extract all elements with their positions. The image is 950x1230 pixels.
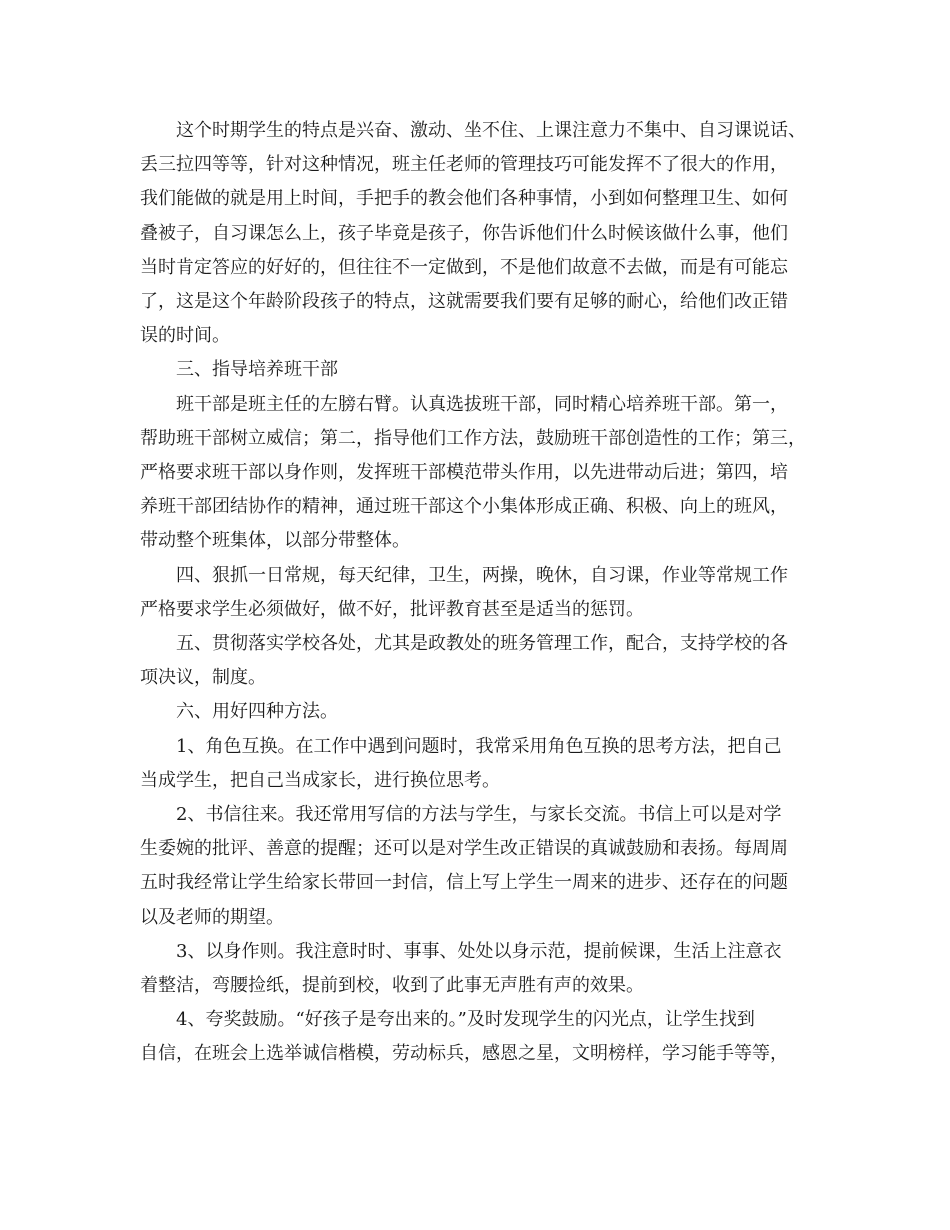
paragraph: 五、贯彻落实学校各处，尤其是政教处的班务管理工作，配合，支持学校的各 项决议，制度。 [140,633,788,689]
paragraph: 这个时期学生的特点是兴奋、激动、坐不住、上课注意力不集中、自习课说话、 丢三拉四等等，针对这种情况，班主任老师的管理技巧可能发挥不了很大的作用， 我们能做的就是用上时间，手把手的教会他们各种事情，小到如何整理卫生、如何 叠被子，自习课怎么上，孩子毕竟是孩子，你告诉他们什么时候该做什么事，他们 当时肯定答应的好好的，但往往不一定做到，不是他们故意不去做，而是有可能忘 了，这是这个年龄阶段孩子的特点，这就需要我们要有足够的耐心，给他们改正错 误的时间。 [140,120,806,347]
paragraph: 4、夸奖鼓励。“好孩子是夸出来的。”及时发现学生的闪光点，让学生找到 自信，在班会上选举诚信楷模，劳动标兵，感恩之星，文明榜样，学习能手等等， [140,1009,788,1065]
section-heading: 三、指导培养班干部 [176,359,338,381]
section-heading: 六、用好四种方法。 [176,701,338,723]
paragraph: 班干部是班主任的左膀右臂。认真选拔班干部，同时精心培养班干部。第一， 帮助班干部树立威信；第二，指导他们工作方法，鼓励班干部创造性的工作；第三， 严格要求班干部以身作则，发挥班干部模范带头作用，以先进带动后进；第四，培 养班干部团结协作的精神，通过班干部这个小集体形成正确、积极、向上的班风， 带动整个班集体，以部分带整体。 [140,393,806,552]
paragraph: 1、角色互换。在工作中遇到问题时，我常采用角色互换的思考方法，把自己 当成学生，把自己当成家长，进行换位思考。 [140,735,782,791]
document-page [140,114,828,1072]
paragraph: 3、以身作则。我注意时时、事事、处处以身示范，提前候课，生活上注意衣 着整洁，弯腰捡纸，提前到校，收到了此事无声胜有声的效果。 [140,940,782,997]
paragraph: 2、书信往来。我还常用写信的方法与学生，与家长交流。书信上可以是对学 生委婉的批评、善意的提醒；还可以是对学生改正错误的真诚鼓励和表扬。每周周 五时我经常让学生给家长带回一封信，信上写上学生一周来的进步、还存在的问题 以及老师的期望。 [140,804,788,928]
paragraph: 四、狠抓一日常规，每天纪律，卫生，两操，晚休，自习课，作业等常规工作 严格要求学生必须做好，做不好，批评教育甚至是适当的惩罚。 [140,564,788,620]
